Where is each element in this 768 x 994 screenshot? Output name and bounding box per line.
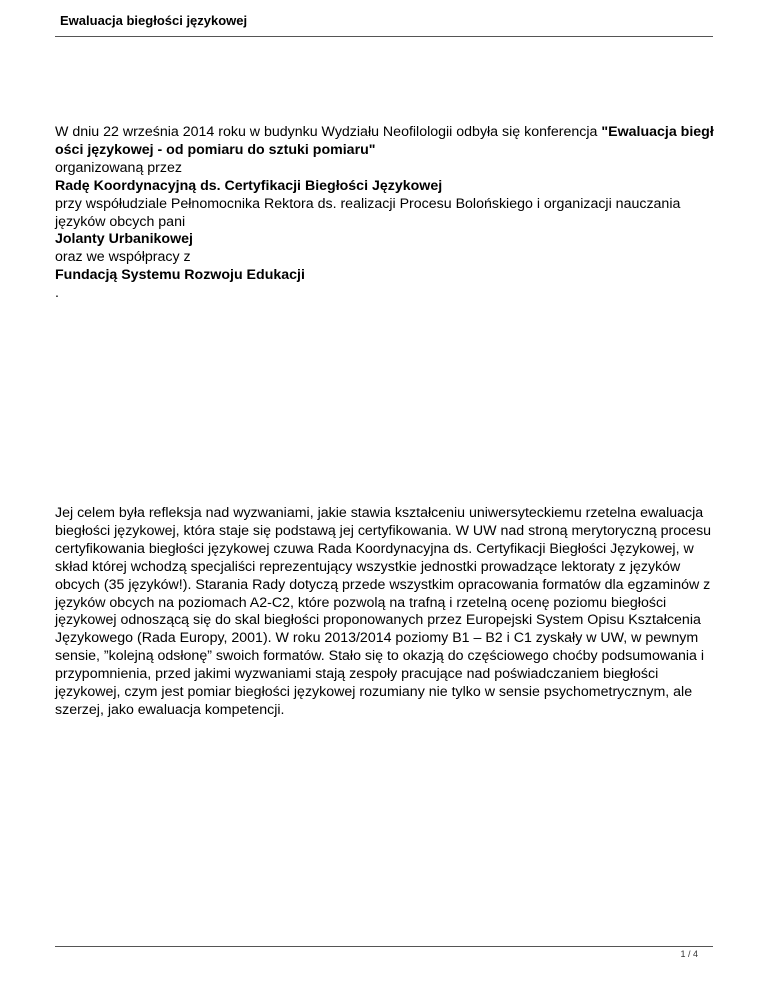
header-divider (55, 36, 713, 37)
body-paragraph: Jej celem była refleksja nad wyzwaniami, jakie stawia kształceniu uniwersyteckiemu rzetelna ewaluacja biegłości językowej, która staje się podstawą jej certyfikowania. W UW nad stroną merytoryczną procesu certyfikowania biegłości językowej czuwa Rada Koordynacyjna ds. Certyfikacji Biegłości Językowej, w skład której wchodzą specjaliści reprezentujący wszystkie jednostki prowadzące lektoraty z języków obcych (35 języków!). Starania Rady dotyczą przede wszystkim opracowania formatów dla egzaminów z języków obcych na poziomach A2-C2, które pozwolą na trafną i rzetelną ocenę poziomu biegłości językowej odnoszącą się do skal biegłości proponowanych przez Europejski System Opisu Kształcenia Językowego (Rada Europy, 2001). W roku 2013/2014 poziomy B1 – B2 i C1 zyskały w UW, w pewnym sensie, ”kolejną odsłonę” swoich formatów. Stało się to okazją do częściowego choćby podsumowania i przypomnienia, przed jakimi wyzwaniami stają zespoły pracujące nad poświadczaniem biegłości językowej, czym jest pomiar biegłości językowej rozumiany nie tylko w sensie psychometrycznym, ale szerzej, jako ewaluacja kompetencji. (55, 505, 712, 718)
organized-by-text: organizowaną przez (55, 159, 182, 176)
page-number: 1 / 4 (680, 949, 698, 959)
document-header-title: Ewaluacja biegłości językowej (60, 13, 248, 28)
cooperation-text: przy współudziale Pełnomocnika Rektora ds. realizacji Procesu Bolońskiego i organizacji nauczania języków obcych pani (55, 195, 681, 230)
intro-sentence-prefix: W dniu 22 września 2014 roku w budynku Wydziału Neofilologii odbyła się konferencja (55, 124, 602, 140)
cooperation-joint-text: oraz we współpracy z (55, 249, 191, 266)
council-name: Radę Koordynacyjną ds. Certyfikacji Biegłości Językowej (55, 177, 443, 194)
intro-sentence (55, 124, 715, 160)
person-name: Jolanty Urbanikowej (55, 231, 193, 248)
conference-title: "Ewaluacja biegłości językowej - od pomiaru do sztuki pomiaru" (55, 124, 714, 158)
intro-block (55, 124, 715, 303)
foundation-name: Fundacją Systemu Rozwoju Edukacji (55, 267, 305, 284)
footer-divider (55, 946, 713, 947)
trailing-dot: . (55, 285, 59, 302)
